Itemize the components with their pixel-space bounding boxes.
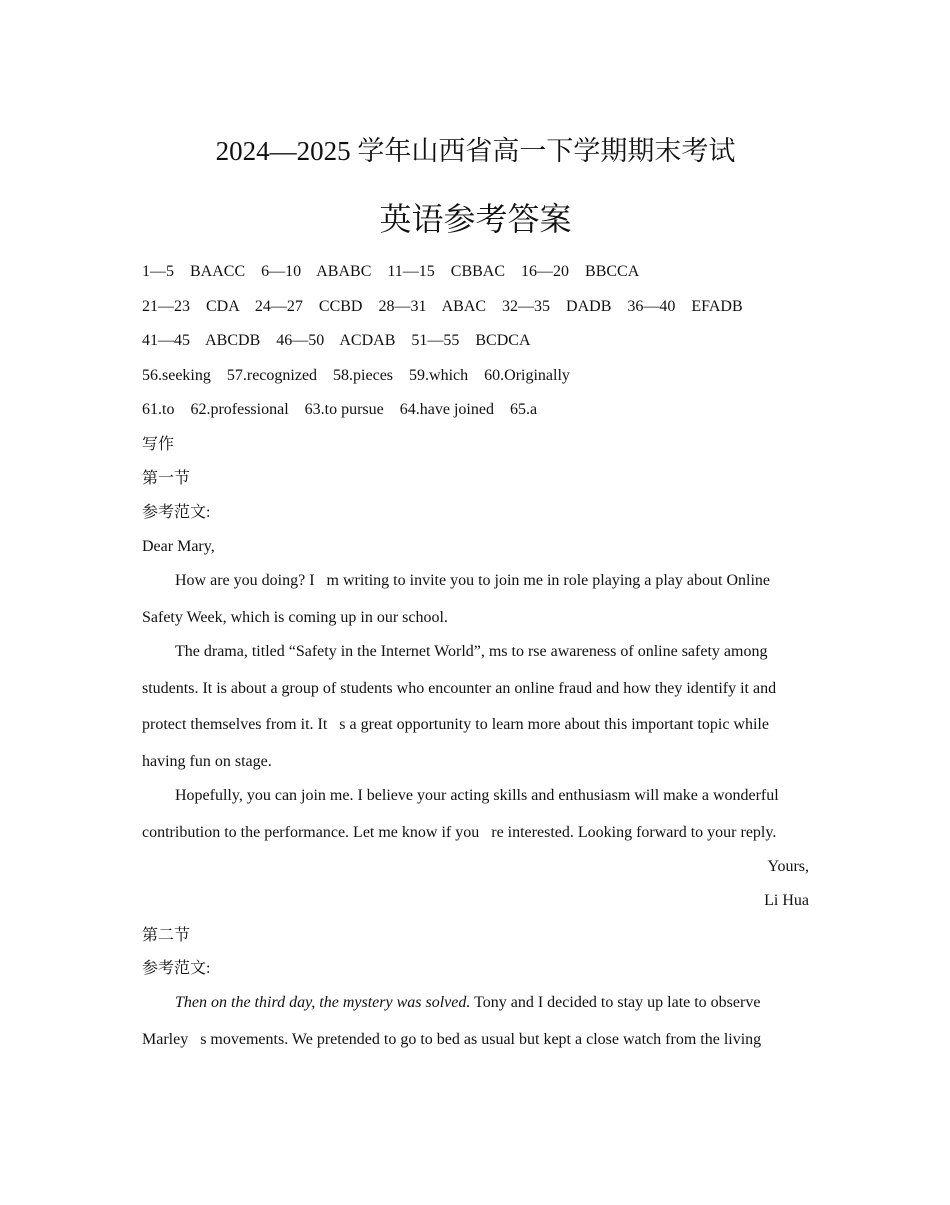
answer-line: 61.to 62.professional 63.to pursue 64.have joined 65.a: [142, 401, 538, 418]
essay-line: Marley s movements. We pretended to go to bed as usual but kept a close watch from the living: [142, 1031, 762, 1048]
letter-salutation: Dear Mary,: [142, 538, 215, 555]
writing-heading: 写作: [142, 436, 175, 453]
answer-line: 21—23 CDA 24—27 CCBD 28—31 ABAC 32—35 DADB 36—40 EFADB: [142, 298, 743, 315]
essay-line: How are you doing? I m writing to invite you to join me in role playing a play about Online: [175, 572, 770, 589]
document-subtitle: 英语参考答案: [379, 201, 572, 237]
section2-heading: 第二节: [142, 927, 191, 944]
document-title: 2024—2025 学年山西省高一下学期期末考试: [215, 136, 736, 166]
essay-line: Hopefully, you can join me. I believe your acting skills and enthusiasm will make a wonderful: [175, 787, 779, 804]
essay-line: protect themselves from it. It s a great opportunity to learn more about this important topic while: [142, 716, 769, 733]
essay-line: students. It is about a group of students who encounter an online fraud and how they identify it and: [142, 680, 777, 697]
essay-line: having fun on stage.: [142, 753, 272, 770]
section2-label: 参考范文:: [142, 960, 211, 977]
essay-line: The drama, titled “Safety in the Internet World”, ms to rse awareness of online safety among: [175, 643, 768, 660]
letter-closing: Yours,: [767, 858, 809, 875]
letter-signature: Li Hua: [764, 892, 809, 909]
answer-line: 56.seeking 57.recognized 58.pieces 59.which 60.Originally: [142, 367, 570, 384]
essay-line: contribution to the performance. Let me know if you re interested. Looking forward to your reply.: [142, 824, 777, 841]
continuation-opening: Then on the third day, the mystery was solved.: [175, 994, 471, 1011]
essay-line: Safety Week, which is coming up in our school.: [142, 609, 448, 626]
section1-heading: 第一节: [142, 470, 191, 487]
essay-text: Tony and I decided to stay up late to observe: [470, 994, 761, 1011]
answer-line: 41—45 ABCDB 46—50 ACDAB 51—55 BCDCA: [142, 332, 531, 349]
essay-line: [175, 993, 760, 1013]
answer-line: 1—5 BAACC 6—10 ABABC 11—15 CBBAC 16—20 BBCCA: [142, 263, 640, 280]
section1-label: 参考范文:: [142, 504, 211, 521]
